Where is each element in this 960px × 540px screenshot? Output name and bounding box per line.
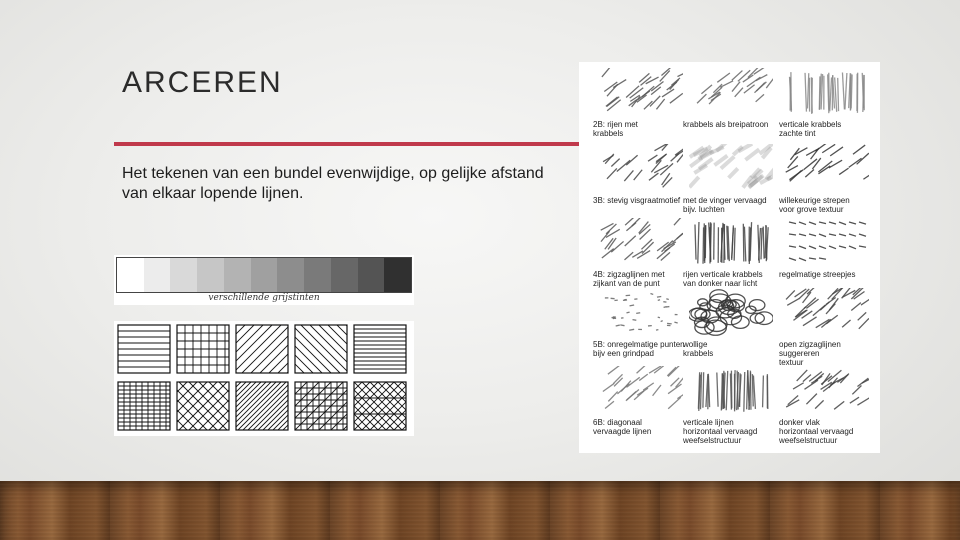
- technique-label: regelmatige streepjes: [779, 270, 856, 279]
- technique-sketch: [689, 68, 773, 116]
- technique-sketch: [599, 218, 683, 266]
- technique-sketch: [689, 144, 773, 192]
- hatch-pattern-horizontal: [118, 325, 170, 373]
- technique-sketch: [599, 288, 683, 336]
- gray-swatch: [197, 258, 224, 292]
- hatch-pattern-fine-diagonal: [188, 382, 381, 430]
- hatch-pattern-dense-grid: [118, 382, 170, 430]
- technique-label: 2B: rijen met krabbels: [593, 120, 638, 138]
- technique-sketch: [785, 218, 869, 266]
- gray-swatch: [304, 258, 331, 292]
- grayscale-image: [114, 255, 414, 305]
- hatching-patterns-svg: [114, 321, 414, 436]
- technique-label: willekeurige strepen voor grove textuur: [779, 196, 850, 214]
- technique-sketch: [599, 68, 683, 116]
- gray-swatch: [170, 258, 197, 292]
- gray-swatch: [224, 258, 251, 292]
- gray-swatch: [251, 258, 278, 292]
- title-divider: [114, 142, 580, 146]
- grayscale-strip: [116, 257, 412, 293]
- slide-body-text: Het tekenen van een bundel evenwijdige, op gelijke afstand van elkaar lopende lijnen.: [122, 165, 544, 202]
- technique-label: verticale krabbels zachte tint: [779, 120, 842, 138]
- wooden-floor: [0, 481, 960, 540]
- technique-sketch: [785, 366, 869, 414]
- gray-swatch: [331, 258, 358, 292]
- technique-sketch: [785, 144, 869, 192]
- technique-sketch: [599, 144, 683, 192]
- gray-swatch: [277, 258, 304, 292]
- gray-swatch: [358, 258, 385, 292]
- technique-sketch: [689, 288, 773, 336]
- technique-label: open zigzaglijnen suggereren textuur: [779, 340, 841, 367]
- technique-label: met de vinger vervaagd bijv. luchten: [683, 196, 767, 214]
- gray-swatch: [144, 258, 171, 292]
- technique-label: wollige krabbels: [683, 340, 714, 358]
- technique-sketch: [689, 218, 773, 266]
- grayscale-caption: verschillende grijstinten: [208, 293, 320, 303]
- technique-sketch: [785, 288, 869, 336]
- technique-label: 6B: diagonaal vervaagde lijnen: [593, 418, 652, 436]
- technique-label: krabbels als breipatroon: [683, 120, 769, 129]
- hatch-pattern-grid: [177, 325, 229, 373]
- gray-swatch: [384, 258, 411, 292]
- gray-swatch: [117, 258, 144, 292]
- pencil-techniques-image: [579, 62, 880, 453]
- technique-sketch: [689, 366, 773, 414]
- technique-label: 3B: stevig visgraatmotief: [593, 196, 681, 205]
- technique-label: verticale lijnen horizontaal vervaagd weefselstructuur: [683, 418, 758, 445]
- hatching-patterns-image: [114, 321, 414, 436]
- hatch-pattern-fine-horizontal: [354, 325, 406, 373]
- technique-label: donker vlak horizontaal vervaagd weefselstructuur: [779, 418, 854, 445]
- technique-label: rijen verticale krabbels van donker naar licht: [683, 270, 763, 288]
- technique-label: 5B: onregelmatige punten bijv een grindpad: [593, 340, 685, 358]
- technique-sketch: [785, 68, 869, 116]
- slide-title: ARCEREN: [122, 66, 283, 99]
- technique-sketch: [599, 366, 683, 414]
- technique-label: 4B: zigzaglijnen met zijkant van de punt: [593, 270, 665, 288]
